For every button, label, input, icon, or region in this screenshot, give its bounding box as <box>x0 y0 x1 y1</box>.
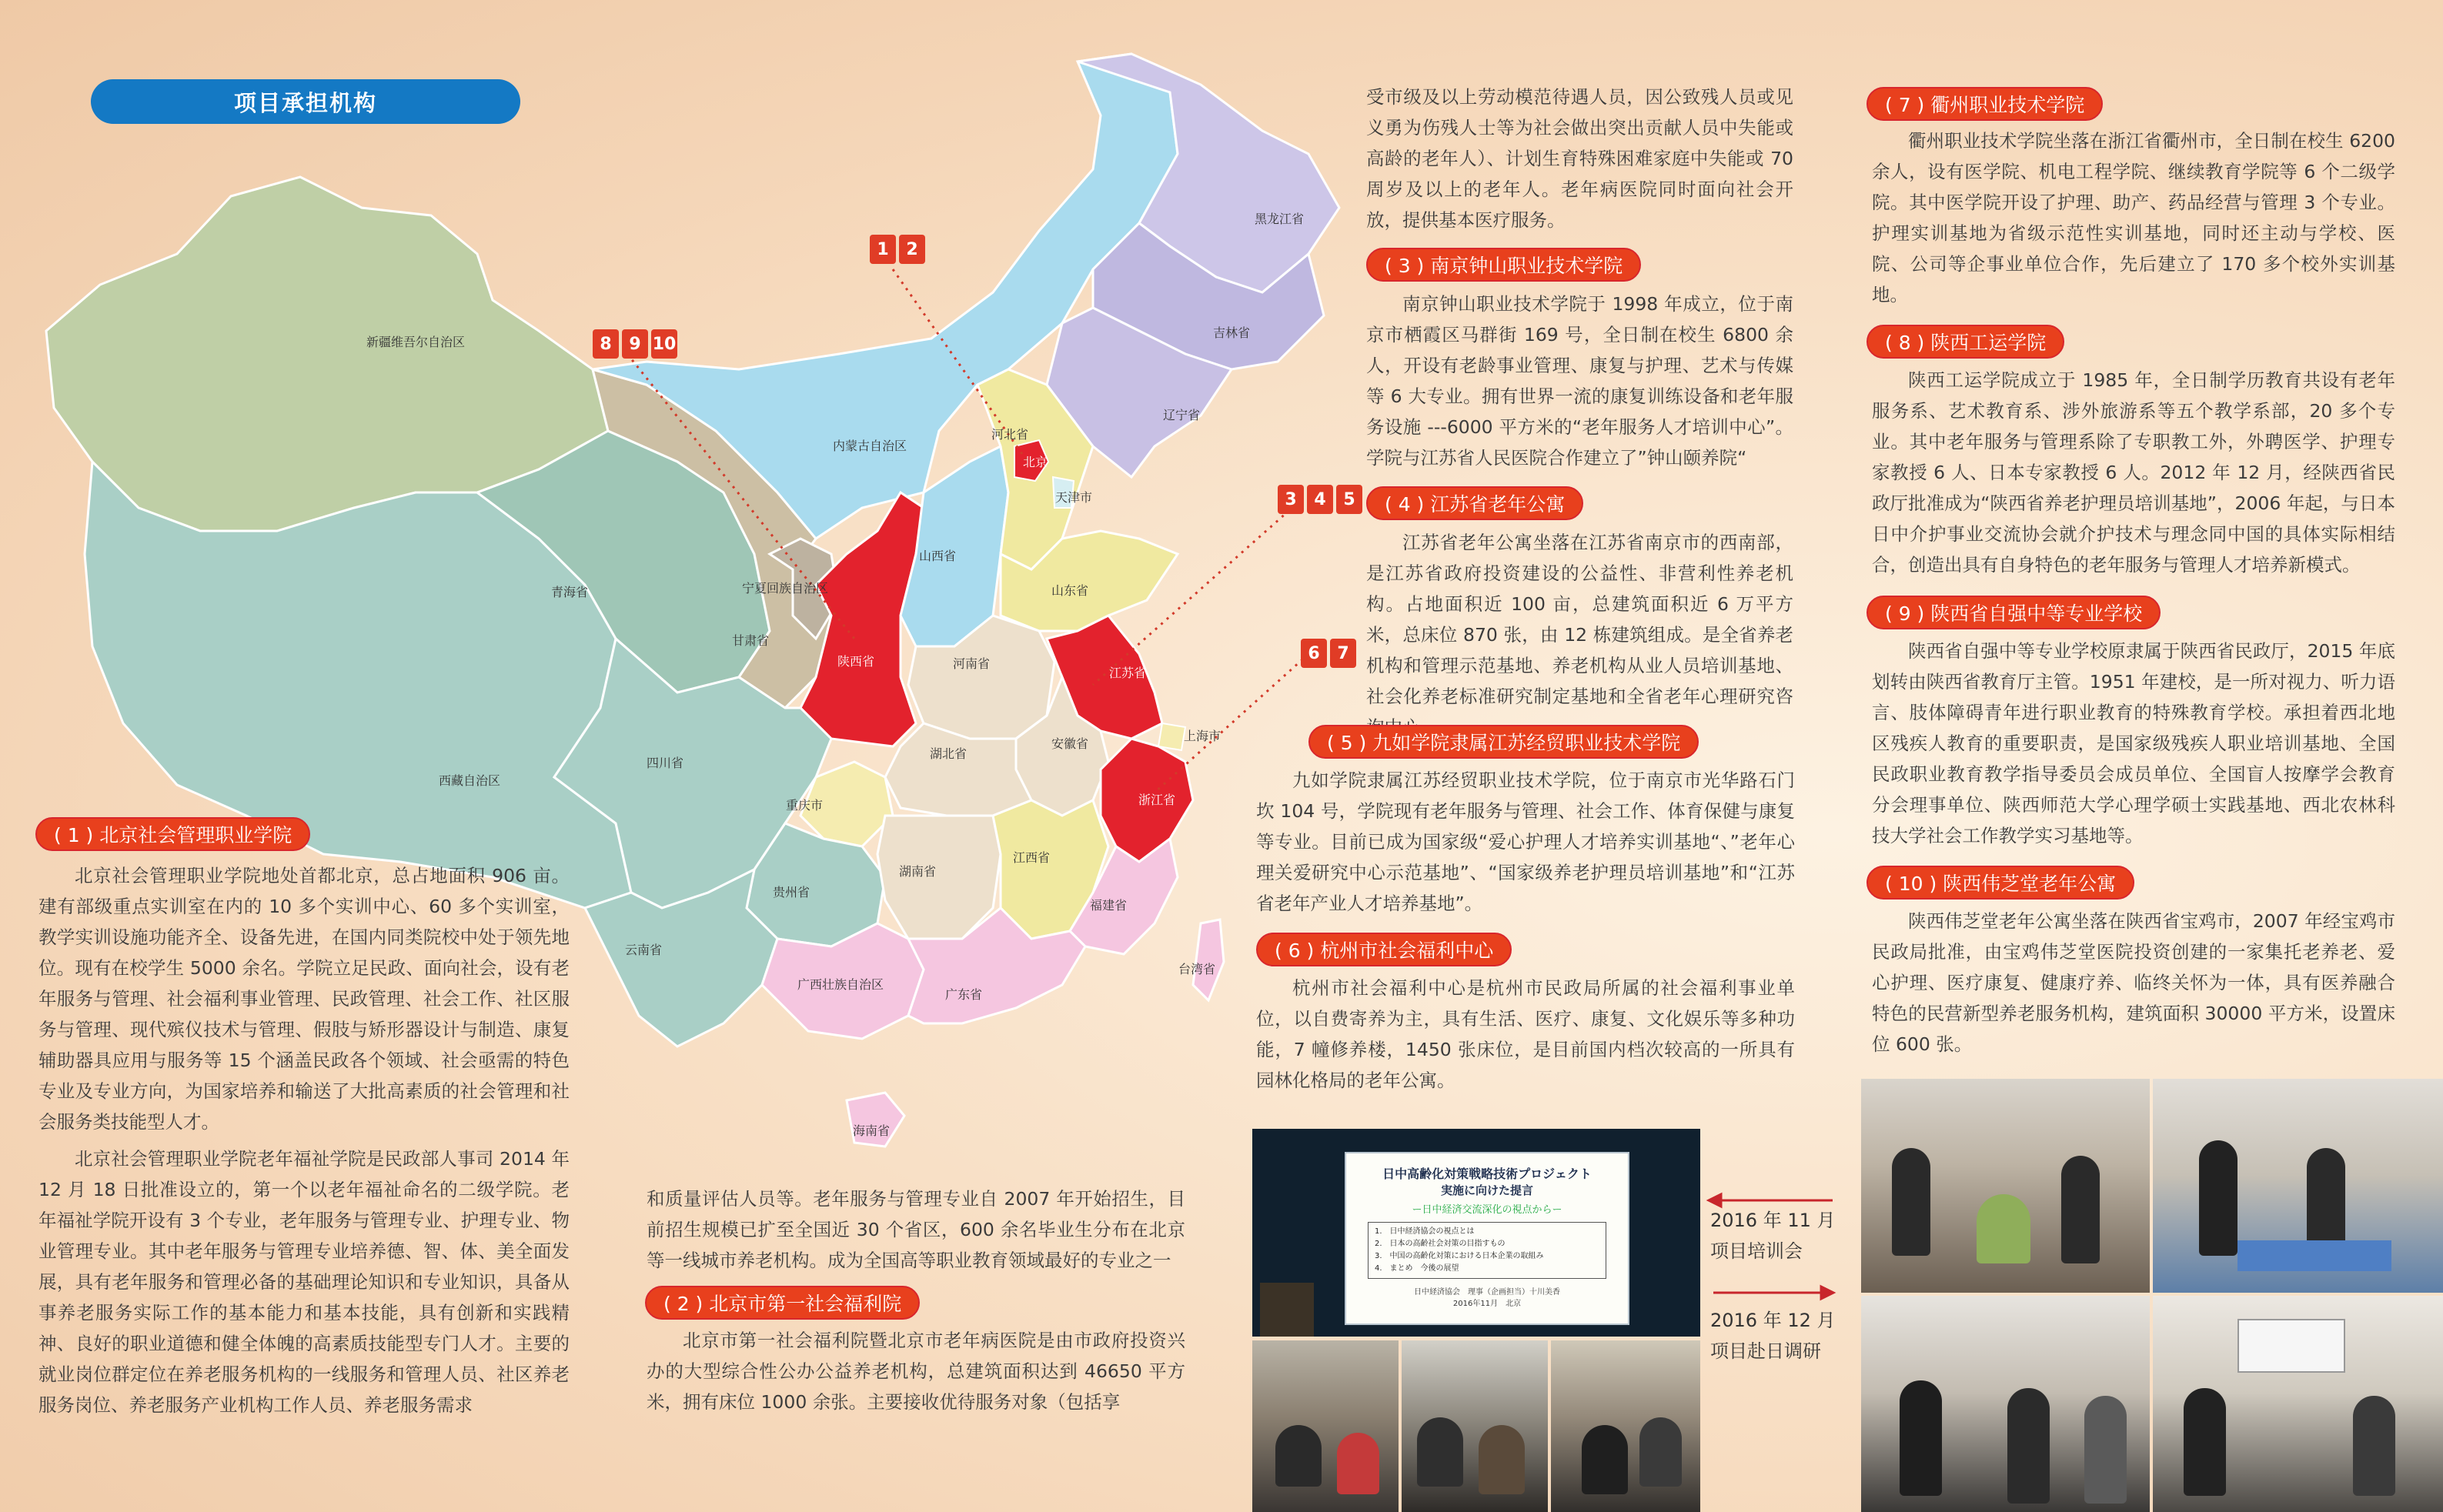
person-figure <box>2084 1396 2127 1504</box>
section-body-8 <box>1872 365 2395 580</box>
person-figure <box>1479 1425 1525 1494</box>
pin-number: 5 <box>1336 485 1362 514</box>
paragraph: 受市级及以上劳动模范待遇人员，因公致残人员或见义勇为伤残人士等为社会做出突出贡献人员中失能或高龄的老年人）、计划生育特殊困难家庭中失能或 70 周岁及以上的老年人。老年病医院同时面向社会开放，提供基本医疗服务。 <box>1366 86 1793 231</box>
caption-japan-date: 2016 年 12 月 <box>1710 1310 1836 1331</box>
person-figure <box>2184 1388 2226 1496</box>
label-xinjiang: 新疆维吾尔自治区 <box>366 335 466 349</box>
slide-list-item: 4. まとめ 今後の展望 <box>1375 1264 1459 1273</box>
province-hainan <box>847 1093 904 1147</box>
paragraph: 陕西伟芝堂老年公寓坐落在陕西省宝鸡市，2007 年经宝鸡市民政局批准，由宝鸡伟芝堂医院投资创建的一家集托老养老、爱心护理、医疗康复、健康疗养、临终关怀为一体，具有医养融合特色的民营新型养老服务机构，建筑面积 30000 平方米，设置床位 600 张。 <box>1872 910 2395 1055</box>
photo-japan-2 <box>2153 1079 2443 1293</box>
label-gansu: 甘肃省 <box>731 633 770 648</box>
label-hainan: 海南省 <box>852 1123 891 1138</box>
label-zhejiang: 浙江省 <box>1138 793 1176 807</box>
slide-list-item: 3. 中国の高齢化対策における日本企業の取組み <box>1375 1252 1544 1260</box>
person-figure <box>1977 1194 2030 1263</box>
caption-training: 项目培训会 <box>1710 1240 1803 1262</box>
paragraph: 九如学院隶属江苏经贸职业技术学院，位于南京市光华路石门坎 104 号，学院现有老年服务与管理、社会工作、体育保健与康复等专业。目前已成为国家级“爱心护理人才培养实训基地“、”老年心理关爱研究中心示范基地”、“国家级养老护理员培训基地”和“江苏省老年产业人才培养基地”。 <box>1256 769 1795 914</box>
label-neimenggu: 内蒙古自治区 <box>832 439 907 453</box>
caption-training-date: 2016 年 11 月 <box>1710 1210 1836 1231</box>
pin-number: 2 <box>899 235 925 264</box>
paragraph: 和质量评估人员等。老年服务与管理专业自 2007 年开始招生，目前招生规模已扩至全国近 30 个省区，600 余名毕业生分布在北京等一线城市养老机构。成为全国高等职业教育领域最好的专业之一 <box>647 1188 1185 1271</box>
pin-number: 1 <box>870 235 896 264</box>
label-chongqing: 重庆市 <box>785 798 824 813</box>
section-body-10 <box>1872 906 2395 1060</box>
section-header-1: ( 1 ) 北京社会管理职业学院 <box>35 817 310 851</box>
label-liaoning: 辽宁省 <box>1162 408 1201 422</box>
label-shanghai: 上海市 <box>1183 729 1222 743</box>
paragraph: 北京市第一社会福利院暨北京市老年病医院是由市政府投资兴办的大型综合性公办公益养老机构，总建筑面积达到 46650 平方米，拥有床位 1000 余张。主要接收优待服务对象（包括享 <box>647 1330 1185 1413</box>
section-header-4: ( 4 ) 江苏省老年公寓 <box>1366 486 1583 520</box>
label-jiangsu: 江苏省 <box>1108 666 1147 680</box>
paragraph: 南京钟山职业技术学院于 1998 年成立，位于南京市栖霞区马群街 169 号，全日制在校生 6800 余人，开设有老龄事业管理、康复与护理、艺术与传媒等 6 大专业。拥有世界一流的康复训练设备和老年服务设施 ---6000 平方米的“老年服务人才培训中心”。学院与江苏省人民医院合作建立了”钟山颐养院“ <box>1366 293 1793 469</box>
label-shanxi: 山西省 <box>918 549 957 563</box>
paragraph: 陕西工运学院成立于 1985 年，全日制学历教育共设有老年服务系、艺术教育系、涉外旅游系等五个教学系部，20 多个专业。其中老年服务与管理系除了专职教工外，外聘医学、护理专家教授 6 人、日本专家教授 6 人。2012 年 12 月，经陕西省民政厅批准成为“陕西省养老护理员培训基地”，2006 年起，与日本日中介护事业交流协会就介护技术与理念同中国的具体实际相结合，创造出具有自身特色的老年服务与管理人才培养新模式。 <box>1872 369 2395 576</box>
province-shanghai <box>1158 723 1185 750</box>
section-header-3: ( 3 ) 南京钟山职业技术学院 <box>1366 248 1641 282</box>
slide-list <box>1368 1222 1606 1279</box>
screen <box>2237 1319 2345 1373</box>
person-figure <box>1337 1433 1379 1494</box>
pin-number: 6 <box>1301 639 1327 668</box>
photo-classroom-1 <box>1252 1340 1399 1512</box>
label-jiangxi: 江西省 <box>1012 850 1051 865</box>
photo-presentation-slide <box>1252 1129 1700 1337</box>
person-figure <box>1900 1380 1942 1496</box>
paragraph: 北京社会管理职业学院老年福祉学院是民政部人事司 2014 年 12 月 18 日批准设立的，第一个以老年福祉命名的二级学院。老年福祉学院开设有 3 个专业，老年服务与管理专业、护理专业、物业管理专业。其中老年服务与管理专业培养德、智、体、美全面发展，具有老年服务和管理必备的基础理论知识和专业知识，具备从事养老服务实际工作的基本能力和基本技能，具有创新和实践精神、良好的职业道德和健全体魄的高素质技能型专门人才。主要的就业岗位群定位在养老服务机构的一线服务和管理人员、社区养老服务岗位、养老服务产业机构工作人员、养老服务需求 <box>38 1148 570 1416</box>
paragraph: 杭州市社会福利中心是杭州市民政局所属的社会福利事业单位，以自费寄养为主，具有生活、医疗、康复、文化娱乐等多种功能，7 幢修养楼，1450 张床位，是目前国内档次较高的一所具有园林化格局的老年公寓。 <box>1256 977 1795 1091</box>
label-taiwan: 台湾省 <box>1178 962 1216 976</box>
person-figure <box>2061 1156 2100 1263</box>
label-shandong: 山东省 <box>1051 583 1089 598</box>
label-ningxia: 宁夏回族自治区 <box>741 581 829 596</box>
section-header-10: ( 10 ) 陕西伟芝堂老年公寓 <box>1867 866 2134 900</box>
province-hunan <box>877 816 1001 939</box>
section-header-9: ( 9 ) 陕西省自强中等专业学校 <box>1867 596 2161 629</box>
section-body-3 <box>1366 289 1793 473</box>
section-body-1 <box>38 860 570 1420</box>
label-sichuan: 四川省 <box>646 756 684 770</box>
person-figure <box>2007 1388 2050 1504</box>
section-body-4 <box>1366 527 1793 743</box>
section-header-7: ( 7 ) 衢州职业技术学院 <box>1867 87 2103 121</box>
map-pin-3-4-5 <box>1278 485 1362 514</box>
section-body-2 <box>647 1325 1185 1417</box>
person-figure <box>1275 1425 1322 1487</box>
label-jilin: 吉林省 <box>1212 325 1251 340</box>
label-hebei: 河北省 <box>991 427 1029 442</box>
page-title: 项目承担机构 <box>91 79 520 124</box>
slide-line: ー日中経済交流深化の視点からー <box>1412 1204 1562 1216</box>
paragraph: 陕西省自强中等专业学校原隶属于陕西省民政厅，2015 年底划转由陕西省教育厅主管。1951 年建校，是一所对视力、听力语言、肢体障碍青年进行职业教育的特殊教育学校。承担着西北地区残疾人教育的重要职责，是国家级残疾人职业培训基地、全国民政职业教育教学指导委员会成员单位、全国盲人按摩学会教育分会理事单位、陕西师范大学心理学硕士实践基地、西北农林科技大学社会工作教学实习基地等。 <box>1872 640 2395 846</box>
photo-classroom-2 <box>1402 1340 1548 1512</box>
label-beijing: 北京 <box>1022 455 1048 469</box>
section-body-1-cont <box>647 1183 1185 1276</box>
pin-number: 3 <box>1278 485 1304 514</box>
photo-japan-1 <box>1861 1079 2150 1293</box>
label-henan: 河南省 <box>952 656 991 671</box>
label-guangdong: 广东省 <box>944 987 983 1002</box>
slide-line: 日中高齢化対策戦略技術プロジェクト <box>1382 1167 1592 1181</box>
label-fujian: 福建省 <box>1089 898 1128 913</box>
pin-number: 9 <box>622 329 648 359</box>
label-yunnan: 云南省 <box>624 943 663 957</box>
photo-classroom-3 <box>1551 1340 1700 1512</box>
slide-screen <box>1345 1152 1629 1325</box>
paragraph: 江苏省老年公寓坐落在江苏省南京市的西南部，是江苏省政府投资建设的公益性、非营利性养老机构。占地面积近 100 亩，总建筑面积近 6 万平方米，总床位 870 张，由 12 栋建筑组成。是全省养老机构和管理示范基地、养老机构从业人员培训基地、社会化养老标准研究制定基地和全省老年心理研究咨 <box>1366 532 1793 707</box>
map-pin-8-9-10 <box>593 329 677 359</box>
pin-number: 8 <box>593 329 619 359</box>
label-hubei: 湖北省 <box>929 746 968 761</box>
section-body-2-cont <box>1366 82 1793 235</box>
map-pin-6-7 <box>1301 639 1356 668</box>
section-header-2: ( 2 ) 北京市第一社会福利院 <box>645 1286 920 1320</box>
label-guangxi: 广西壮族自治区 <box>797 977 884 992</box>
province-taiwan <box>1193 920 1224 1000</box>
caption-japan-visit: 项目赴日调研 <box>1710 1340 1821 1362</box>
section-body-7 <box>1872 125 2395 310</box>
paragraph: 衢州职业技术学院坐落在浙江省衢州市，全日制在校生 6200 余人，设有医学院、机电工程学院、继续教育学院等 6 个二级学院。其中医学院开设了护理、助产、药品经营与管理 3 个专业。护理实训基地为省级示范性实训基地，同时还主动与学校、医院、公司等企事业单位合作，先后建立了 170 多个校外实训基地。 <box>1872 130 2395 305</box>
photo-japan-4 <box>2153 1296 2443 1512</box>
arrow-right-head <box>1821 1287 1833 1299</box>
pin-number: 10 <box>651 329 677 359</box>
person-figure <box>1582 1425 1628 1494</box>
person-figure <box>1417 1417 1463 1487</box>
label-hunan: 湖南省 <box>898 864 937 879</box>
slide-date: 2016年11月 北京 <box>1452 1300 1522 1308</box>
mat <box>2237 1240 2391 1271</box>
section-header-6: ( 6 ) 杭州市社会福利中心 <box>1256 933 1512 966</box>
label-guizhou: 贵州省 <box>772 885 810 900</box>
section-body-9 <box>1872 636 2395 851</box>
person-figure <box>1639 1417 1682 1487</box>
pin-number: 7 <box>1330 639 1356 668</box>
slide-line: 実施に向けた提言 <box>1440 1183 1533 1197</box>
slide-list-item: 1. 日中経済協会の視点とは <box>1375 1227 1475 1236</box>
label-shaanxi: 陕西省 <box>837 654 875 669</box>
section-header-5: ( 5 ) 九如学院隶属江苏经贸职业技术学院 <box>1308 725 1699 759</box>
section-header-8: ( 8 ) 陕西工运学院 <box>1867 325 2064 359</box>
person-figure <box>1892 1148 1930 1256</box>
label-xizang: 西藏自治区 <box>438 773 501 788</box>
slide-footer: 日中経済協会 理事（企画担当）十川美香 <box>1414 1288 1560 1297</box>
person-figure <box>2353 1396 2395 1496</box>
paragraph: 北京社会管理职业学院地处首都北京，总占地面积 906 亩。建有部级重点实训室在内的 10 多个实训中心、60 多个实训室，教学实训设施功能齐全、设备先进，在国内同类院校中处于领先地位。现有在校学生 5000 余名。学院立足民政、面向社会，设有老年服务与管理、社会福利事业管理、民政管理、社会工作、社区服务与管理、现代殡仪技术与管理、假肢与矫形器设计与制造、康复辅助器具应用与服务等 15 个涵盖民政各个领域、社会亟需的特色专业及专业方向，为国家培养和输送了大批高素质的社会管理和社会服务类技能型人才。 <box>38 865 570 1133</box>
label-tianjin: 天津市 <box>1054 490 1093 505</box>
label-qinghai: 青海省 <box>550 585 589 599</box>
label-anhui: 安徽省 <box>1051 736 1089 751</box>
map-pin-1-2 <box>870 235 925 264</box>
photo-japan-3 <box>1861 1296 2150 1512</box>
section-body-6 <box>1256 973 1795 1096</box>
person-figure <box>2199 1140 2237 1256</box>
pin-number: 4 <box>1307 485 1333 514</box>
podium <box>1260 1283 1314 1337</box>
slide-list-item: 2. 日本の高齢社会対策の目指すもの <box>1375 1240 1506 1248</box>
label-heilongjiang: 黑龙江省 <box>1254 212 1305 226</box>
section-body-5 <box>1256 765 1795 919</box>
